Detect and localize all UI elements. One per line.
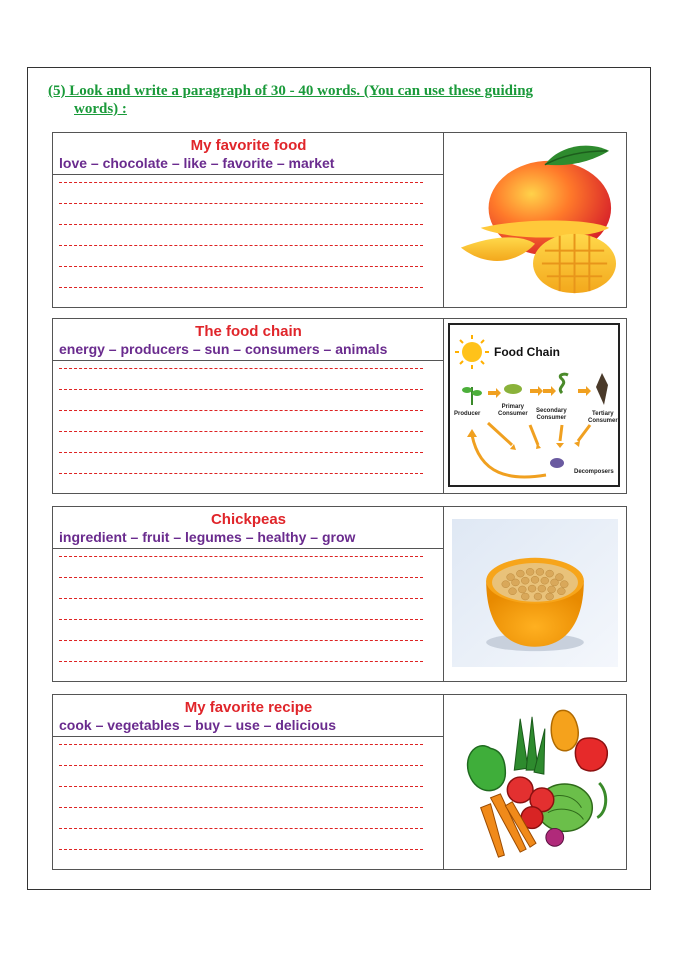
writing-area xyxy=(53,507,444,681)
image-cell xyxy=(444,319,626,493)
plant-icon xyxy=(462,387,482,405)
guiding-words: energy – producers – sun – consumers – animals xyxy=(53,341,444,361)
sun-icon xyxy=(455,335,489,369)
secondary-consumer-label: Secondary Consumer xyxy=(536,408,567,421)
guiding-words: cook – vegetables – buy – use – delicious xyxy=(53,717,444,737)
image-cell xyxy=(444,507,626,681)
food-chain-title: Food Chain xyxy=(494,345,560,359)
arrow-icons xyxy=(488,386,591,398)
vegetables-image xyxy=(450,699,620,865)
hawk-icon xyxy=(596,373,608,405)
writing-lines[interactable] xyxy=(59,368,423,494)
writing-lines[interactable] xyxy=(59,744,423,870)
instruction-line-2: words) : xyxy=(74,101,127,117)
image-cell xyxy=(444,695,626,869)
section-title: My favorite recipe xyxy=(184,699,313,716)
image-cell xyxy=(444,133,626,307)
section-favorite-recipe xyxy=(52,694,627,870)
guiding-words: love – chocolate – like – favorite – market xyxy=(53,155,444,175)
food-chain-diagram xyxy=(448,323,620,487)
primary-consumer-label: Primary Consumer xyxy=(498,404,528,417)
section-favorite-food xyxy=(52,132,627,308)
instruction xyxy=(48,82,633,118)
grasshopper-icon xyxy=(504,384,522,394)
writing-area xyxy=(53,319,444,493)
writing-lines[interactable] xyxy=(59,182,423,308)
decomposer-icon xyxy=(550,458,564,468)
section-chickpeas xyxy=(52,506,627,682)
chickpeas-bowl-image xyxy=(452,519,618,667)
writing-lines[interactable] xyxy=(59,556,423,682)
writing-area xyxy=(53,695,444,869)
snake-icon xyxy=(560,374,568,393)
mango-image xyxy=(450,137,620,303)
writing-area xyxy=(53,133,444,307)
section-title: My favorite food xyxy=(190,137,307,154)
tertiary-consumer-label: Tertiary Consumer xyxy=(588,411,618,424)
instruction-line-1: (5) Look and write a paragraph of 30 - 40 words. (You can use these guiding xyxy=(48,83,534,99)
section-food-chain xyxy=(52,318,627,494)
section-title: The food chain xyxy=(195,323,302,340)
producer-label: Producer xyxy=(454,411,481,417)
section-title: Chickpeas xyxy=(210,511,287,528)
decomposers-label: Decomposers xyxy=(574,469,614,475)
guiding-words: ingredient – fruit – legumes – healthy – grow xyxy=(53,529,444,549)
